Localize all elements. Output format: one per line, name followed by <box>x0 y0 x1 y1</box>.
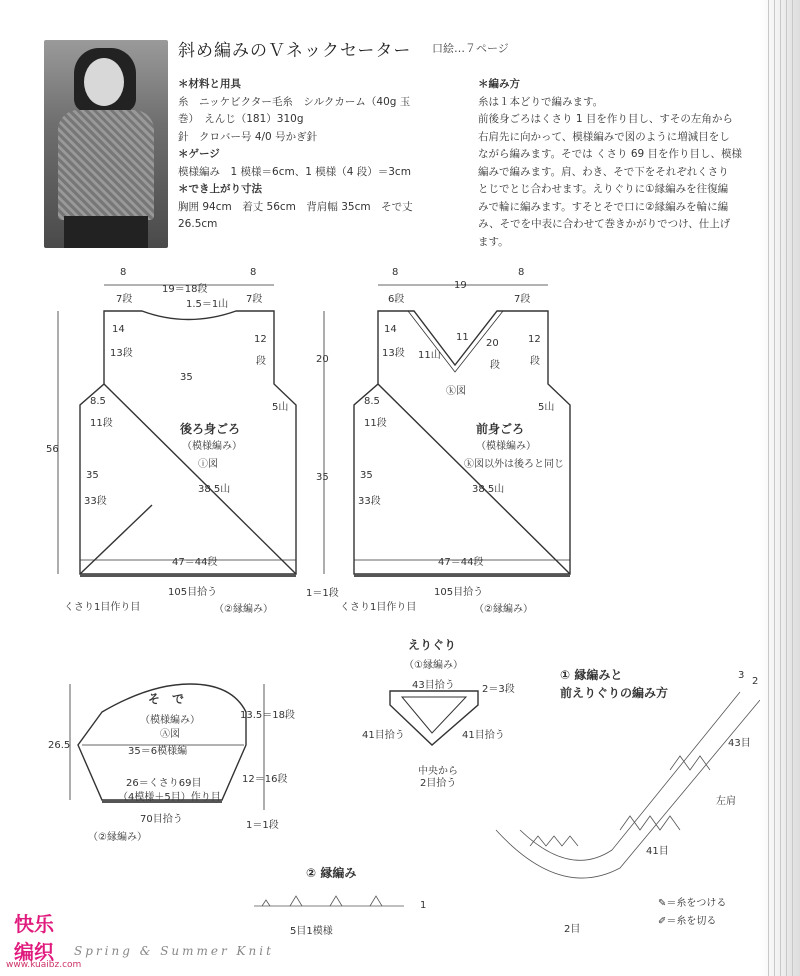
legend-cut-yarn: ✐＝糸を切る <box>658 916 717 927</box>
front-border: （②縁編み） <box>474 604 533 615</box>
chart1-row-3: 3 <box>738 670 745 681</box>
front-v-left: 11山 <box>418 350 441 361</box>
front-v-right: 20 <box>486 338 499 349</box>
sleeve-cast-on: 26＝くさり69目 <box>126 778 202 789</box>
yarn-line: 糸 ニッケビクター毛糸 シルクカーム（40g 玉 <box>178 95 411 108</box>
method-line: 右肩先に向かって、模様編みで図のように増減目をし <box>478 130 730 143</box>
cut-yarn-icon: ✐ <box>658 916 667 927</box>
sleeve-cap-height: 13.5＝18段 <box>240 710 295 721</box>
front-shoulder-r: 8 <box>518 267 525 278</box>
method-line: ます。 <box>478 235 509 248</box>
back-diagonal-count: 38.5山 <box>198 484 231 495</box>
chart1-title-2: 前えりぐりの編み方 <box>560 686 669 700</box>
back-armhole-r-rows: 段 <box>256 356 266 367</box>
sleeve-border: （②縁編み） <box>88 832 147 843</box>
size-line-2: 26.5cm <box>178 218 218 230</box>
sleeve-cast-on-2: （4模様＋5目）作り目 <box>118 792 221 803</box>
front-mark-r: 5山 <box>538 402 555 413</box>
watermark-url: www.kuaibz.com <box>6 960 82 970</box>
chart2-title: ② 縁編み <box>306 866 357 880</box>
method-line: とじでとじ合わせます。えりぐりに①縁編みを往復編 <box>478 183 729 195</box>
front-neck-width: 19 <box>454 280 467 291</box>
legend-join-yarn: ✎＝糸をつける <box>658 898 727 909</box>
collar-left-pick: 41目拾う <box>362 730 405 741</box>
chart2-stitches <box>262 896 382 906</box>
front-armhole-r-rows: 段 <box>530 356 540 367</box>
front-shoulder-l: 8 <box>392 267 399 278</box>
back-cast-on: くさり1目作り目 <box>64 602 141 613</box>
back-shoulder-l-rows: 7段 <box>116 294 133 305</box>
back-hem-pick: 105目拾う <box>168 587 218 598</box>
gauge-heading: ＊ゲージ <box>178 148 220 160</box>
back-pattern-label: （模様編み） <box>182 441 242 452</box>
back-side-l-rows: 11段 <box>90 418 113 429</box>
back-shoulder-r: 8 <box>250 267 257 278</box>
front-diagonal-count: 38.5山 <box>472 484 505 495</box>
front-diagram-ref: ⓚ図以外は後ろと同じ <box>464 459 564 470</box>
size-line: 胸囲 94cm 着丈 56cm 背肩幅 35cm そで丈 <box>178 200 413 213</box>
sleeve-total-height: 26.5 <box>48 740 71 751</box>
front-v-depth: 11 <box>456 332 469 343</box>
back-border-band <box>80 574 296 577</box>
sleeve-width: 35＝6模様編 <box>128 746 188 757</box>
back-side-lower-rows: 33段 <box>84 496 107 507</box>
sleeve-label: そ で <box>148 692 185 706</box>
chart1-row-2: 2 <box>752 676 759 687</box>
chart1-count-top: 43目 <box>728 738 751 749</box>
watermark-logo-2: 编织 <box>14 940 54 964</box>
back-neck-depth: 1.5＝1山 <box>186 299 229 310</box>
chart1-band-inner <box>520 692 740 860</box>
back-diagram-ref: ⓘ図 <box>198 459 218 470</box>
chart1-count-mid: 41目 <box>646 846 669 857</box>
front-armhole-r: 12 <box>528 334 541 345</box>
back-armhole-l: 14 <box>112 324 125 335</box>
back-diagonal-2 <box>80 505 152 574</box>
back-width: 35 <box>180 372 193 383</box>
front-hem-width: 47＝44段 <box>438 557 484 568</box>
back-diagonal <box>104 384 296 574</box>
sleeve-pattern: （模様編み） <box>140 715 200 726</box>
front-v-right-rows: 段 <box>490 360 500 371</box>
chart2-repeat: 5目1模様 <box>290 926 333 937</box>
back-armhole-l-rows: 13段 <box>110 348 133 359</box>
method-line: み、そでを中表に合わせて巻きかがりでつけ、仕上げ <box>478 218 731 230</box>
back-body-label: 後ろ身ごろ <box>180 422 241 436</box>
front-side-l-rows: 11段 <box>364 418 387 429</box>
front-border-band <box>354 574 570 577</box>
back-shoulder-l: 8 <box>120 267 127 278</box>
collar-border: （①縁編み） <box>404 660 463 671</box>
collar-right-pick: 41目拾う <box>462 730 505 741</box>
sleeve-border-height: 1＝1段 <box>246 820 279 831</box>
collar-rows: 2＝3段 <box>482 684 515 695</box>
method-line: 糸は１本どりで編みます。 <box>478 95 604 108</box>
book-spine <box>760 0 800 976</box>
chart1-shoulder: 左肩 <box>716 796 736 807</box>
needle-line: 針 クロバー号 4/0 号かぎ針 <box>178 130 318 143</box>
front-shoulder-l-rows: 6段 <box>388 294 405 305</box>
back-total-height: 56 <box>46 444 59 455</box>
back-mark-r: 5山 <box>272 402 289 413</box>
yarn-line-2: 巻） えんじ（181）310g <box>178 113 304 125</box>
method-line: 編みで編みます。肩、わき、そで下をそれぞれくさり <box>478 165 729 178</box>
front-armhole-l: 14 <box>384 324 397 335</box>
method-heading: ＊編み方 <box>478 78 520 90</box>
front-cast-on: くさり1目作り目 <box>340 602 417 613</box>
back-shoulder-r-rows: 7段 <box>246 294 263 305</box>
size-heading: ＊でき上がり寸法 <box>178 183 262 195</box>
front-side-lower-rows: 33段 <box>358 496 381 507</box>
method-line: 前後身ごろはくさり 1 目を作り目し、すその左角から <box>478 113 733 125</box>
chart1-band-outer <box>496 700 760 878</box>
front-side-lower: 35 <box>360 470 373 481</box>
collar-center-2: 2目拾う <box>420 778 457 789</box>
chart1-title: ① 縁編みと <box>560 668 623 682</box>
front-height-lower: 35 <box>316 472 329 483</box>
pattern-title: 斜め編みのＶネックセーター <box>178 41 412 61</box>
front-shoulder-r-rows: 7段 <box>514 294 531 305</box>
gauge-line: 模様編み 1 模様＝6cm、1 模様（4 段）＝3cm <box>178 165 411 178</box>
chart1-count-bot: 2目 <box>564 924 581 935</box>
front-pattern-label: （模様編み） <box>476 441 536 452</box>
front-hem-pick: 105目拾う <box>434 587 484 598</box>
page-reference: 口絵…７ページ <box>432 42 509 55</box>
collar-inner <box>402 697 466 733</box>
collar-center: 中央から <box>418 766 458 777</box>
sleeve-pick: 70目拾う <box>140 814 183 825</box>
front-body-label: 前身ごろ <box>476 422 525 436</box>
back-side-lower: 35 <box>86 470 99 481</box>
chart2-row: 1 <box>420 900 427 911</box>
method-line: ながら編みます。そでは くさり 69 目を作り目し、模様 <box>478 148 743 160</box>
front-side-l: 8.5 <box>364 396 380 407</box>
sleeve-body-height: 12＝16段 <box>242 774 288 785</box>
chart1-stitches <box>530 756 710 846</box>
back-neck-width: 19＝18段 <box>162 284 208 295</box>
footer-text: Spring & Summer Knit <box>74 944 274 958</box>
back-armhole-r: 12 <box>254 334 267 345</box>
back-border-height: 1＝1段 <box>306 588 339 599</box>
front-neck-diagram: ⓚ図 <box>446 386 466 397</box>
materials-heading: ＊材料と用具 <box>178 78 241 90</box>
front-height-upper: 20 <box>316 354 329 365</box>
collar-label: えりぐり <box>408 638 457 652</box>
method-line: みで輪に編みます。すそとそで口に②縁編みを輪に編 <box>478 200 729 213</box>
collar-back-pick: 43目拾う <box>412 680 455 691</box>
back-border: （②縁編み） <box>214 604 273 615</box>
back-side-l: 8.5 <box>90 396 106 407</box>
join-yarn-icon: ✎ <box>658 898 667 909</box>
watermark-logo: 快乐 <box>14 912 54 936</box>
sleeve-diagram-ref: Ⓐ図 <box>160 729 180 740</box>
back-hem-width: 47＝44段 <box>172 557 218 568</box>
front-armhole-l-rows: 13段 <box>382 348 405 359</box>
